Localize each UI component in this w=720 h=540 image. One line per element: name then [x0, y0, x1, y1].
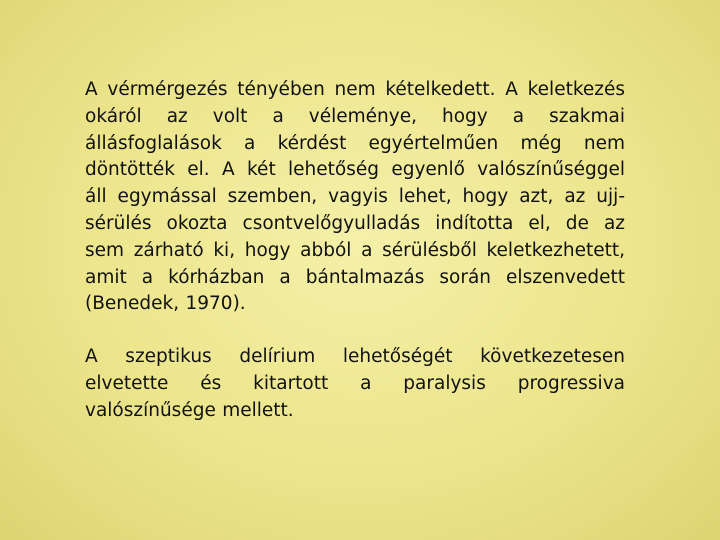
slide-content: [85, 77, 625, 425]
text-line: sem zárható ki, hogy abból a sérülésből keletkezhetett,: [85, 239, 625, 261]
text-line: amit a kórházban a bántalmazás során elszenvedett: [85, 266, 625, 288]
text-line: valószínűsége mellett.: [85, 399, 294, 421]
text-line: okáról az volt a véleménye, hogy a szakmai: [85, 105, 625, 127]
text-line: döntötték el. A két lehetőség egyenlő valószínűséggel: [85, 159, 625, 181]
text-line: A szeptikus delírium lehetőségét következetesen: [85, 346, 625, 368]
text-line: sérülés okozta csontvelőgyulladás indította el, de az: [85, 212, 625, 234]
text-line: (Benedek, 1970).: [85, 293, 246, 315]
text-line: A vérmérgezés tényében nem kételkedett. A keletkezés: [85, 79, 625, 100]
text-line: áll egymással szemben, vagyis lehet, hogy azt, az ujj-: [85, 186, 625, 208]
text-line: elvetette és kitartott a paralysis progressiva: [85, 372, 625, 394]
text-line: állásfoglalások a kérdést egyértelműen még nem: [85, 132, 625, 154]
paragraph-2: [85, 344, 625, 424]
paragraph-1: [85, 77, 625, 318]
